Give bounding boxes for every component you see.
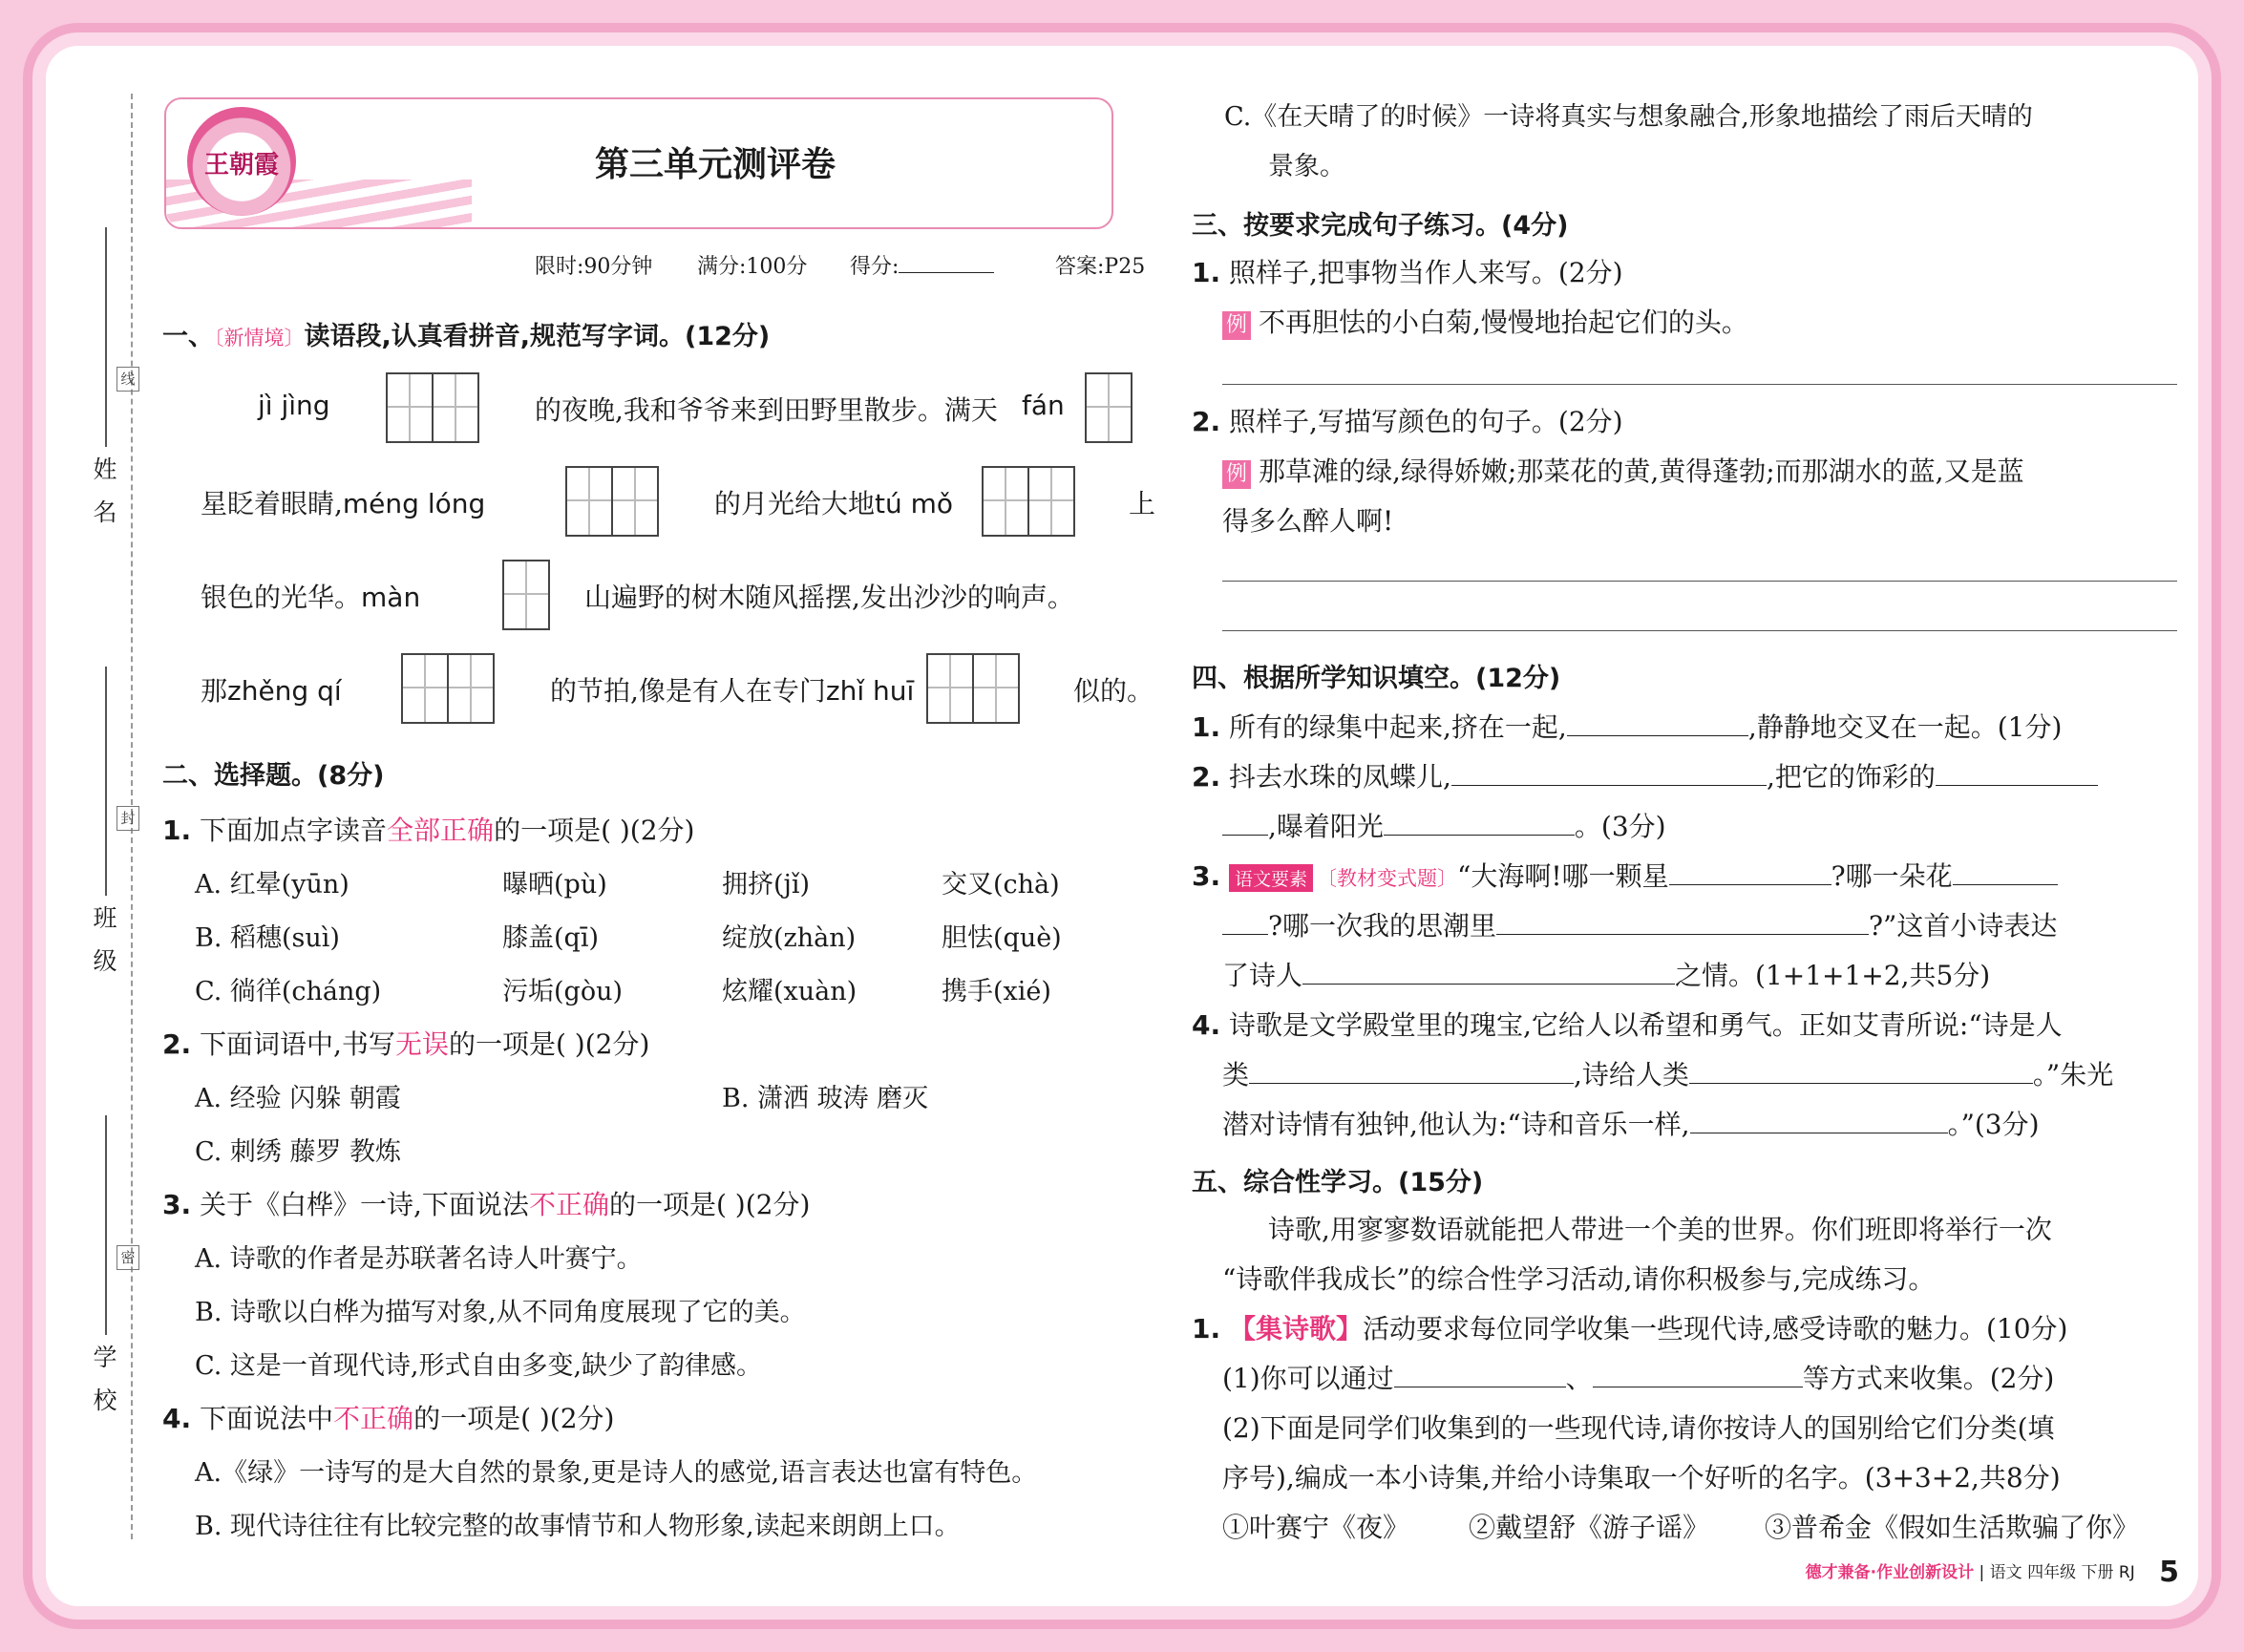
section-4-title: 四、根据所学知识填空。(12分) — [1192, 664, 1561, 693]
q2-1-option[interactable]: B. 稻穗(suì) — [195, 923, 340, 953]
q4-2: 2. 抖去水珠的凤蝶儿, ,把它的饰彩的 — [1192, 756, 2098, 794]
s1-row1: jì jìng — [258, 390, 330, 421]
q3-1: 1. 照样子,把事物当作人来写。(2分) — [1192, 257, 1623, 288]
score-field[interactable]: 得分: — [850, 250, 994, 280]
answer-grid-7[interactable] — [928, 653, 1020, 724]
binding-sidebar — [46, 46, 180, 1606]
school-line — [105, 1115, 107, 1335]
q2-1-option[interactable]: 炫耀(xuàn) — [722, 977, 857, 1006]
s1-row4-text: 的节拍,像是有人在专门zhǐ huī — [550, 675, 915, 707]
blank-input — [1689, 1062, 2033, 1084]
page-number: 5 — [2159, 1556, 2179, 1589]
blank-input — [1249, 1062, 1574, 1084]
page-footer: 德才兼备·作业创新设计 | 语文 四年级 下册 RJ 5 — [1805, 1556, 2179, 1589]
blank-input — [1593, 1366, 1803, 1387]
q4-3-cont2: 了诗人 之情。(1+1+1+2,共5分) — [1222, 960, 1991, 991]
q2-1-option[interactable]: 交叉(chà) — [942, 870, 1060, 900]
q2-1-option[interactable]: 胆怯(què) — [942, 923, 1062, 953]
school-label: 学 校 — [90, 1345, 117, 1417]
answer-line[interactable] — [1222, 384, 2177, 385]
q2-1-option[interactable]: 拥挤(jǐ) — [722, 870, 811, 900]
q2-2: 2. 下面词语中,书写无误的一项是( )(2分) — [162, 1028, 650, 1060]
s1-row2-text: 的月光给大地tú mǒ — [714, 488, 954, 519]
q2-2-option[interactable]: C. 刺绣 藤罗 教炼 — [195, 1137, 402, 1167]
s1-row3: 银色的光华。màn — [201, 582, 421, 613]
time-limit: 限时:90分钟 — [535, 255, 653, 279]
q2-4-option[interactable]: C.《在天晴了的时候》一诗将真实与想象融合,形象地描绘了雨后天晴的 — [1224, 102, 2033, 132]
title-banner — [164, 97, 1113, 229]
s1-row3-text: 山遍野的树木随风摇摆,发出沙沙的响声。 — [584, 582, 1074, 613]
q2-3-option[interactable]: A. 诗歌的作者是苏联著名诗人叶赛宁。 — [195, 1244, 643, 1274]
blank-input — [1394, 1366, 1566, 1387]
blank-input — [1690, 1112, 1948, 1133]
q2-4-option[interactable]: A.《绿》一诗写的是大自然的景象,更是诗人的感觉,语言表达也富有特色。 — [195, 1458, 1038, 1488]
section-5-title: 五、综合性学习。(15分) — [1192, 1168, 1484, 1197]
blank-input — [1953, 863, 2058, 885]
section-3-title: 三、按要求完成句子练习。(4分) — [1192, 211, 1569, 241]
s1-row1-py2: fán — [1022, 390, 1065, 421]
answer-ref: 答案:P25 — [1055, 255, 1146, 279]
q5-1-2-cont: 序号),编成一本小诗集,并给小诗集取一个好听的名字。(3+3+2,共8分) — [1222, 1462, 2061, 1493]
q4-3-cont: ?哪一次我的思潮里 ?”这首小诗表达 — [1222, 905, 2057, 943]
section-2-title: 二、选择题。(8分) — [162, 761, 385, 791]
q2-3-option[interactable]: C. 这是一首现代诗,形式自由多变,缺少了韵律感。 — [195, 1351, 763, 1381]
answer-grid-1[interactable] — [388, 372, 479, 443]
q5-1-2: (2)下面是同学们收集到的一些现代诗,请你按诗人的国别给它们分类(填 — [1222, 1412, 2055, 1444]
q2-1-option[interactable]: A. 红晕(yūn) — [195, 870, 349, 900]
q2-3-option[interactable]: B. 诗歌以白桦为描写对象,从不同角度展现了它的美。 — [195, 1298, 806, 1327]
q2-4: 4. 下面说法中不正确的一项是( )(2分) — [162, 1403, 615, 1434]
blank-input — [1451, 764, 1767, 786]
seal-mark-line: 线 — [116, 367, 139, 392]
s1-row4: 那zhěng qí — [201, 675, 342, 707]
answer-line[interactable] — [1222, 630, 2177, 631]
q3-2-example: 例 那草滩的绿,绿得娇嫩;那菜花的黄,黄得蓬勃;而那湖水的蓝,又是蓝 — [1222, 451, 2024, 489]
poem-item: ①叶赛宁《夜》 — [1222, 1512, 1410, 1543]
blank-input — [1496, 913, 1869, 935]
q4-4: 4. 诗歌是文学殿堂里的瑰宝,它给人以希望和勇气。正如艾青所说:“诗是人 — [1192, 1009, 2063, 1041]
poem-item: ②戴望舒《游子谣》 — [1469, 1512, 1710, 1543]
poem-item: ③普希金《假如生活欺骗了你》 — [1765, 1512, 2140, 1543]
exam-page — [46, 46, 2198, 1606]
s1-row1-text: 的夜晚,我和爷爷来到田野里散步。满天 — [535, 394, 998, 426]
s1-row2: 星眨着眼睛,méng lóng — [201, 488, 486, 519]
q2-1-option[interactable]: 绽放(zhàn) — [722, 923, 857, 953]
blank-input — [1669, 863, 1831, 885]
s5-intro-cont: “诗歌伴我成长”的综合性学习活动,请你积极参与,完成练习。 — [1222, 1263, 1936, 1295]
seal-mark-seal: 封 — [116, 806, 139, 831]
blank-input — [1384, 814, 1575, 836]
blank-input — [1936, 764, 2098, 786]
blank-input — [1567, 714, 1748, 736]
name-line — [105, 227, 107, 447]
example-badge: 例 — [1222, 460, 1251, 489]
q5-1: 1. 【集诗歌】活动要求每位同学收集一些现代诗,感受诗歌的魅力。(10分) — [1192, 1313, 2068, 1345]
answer-grid-5[interactable] — [504, 560, 550, 630]
q4-1: 1. 所有的绿集中起来,挤在一起, ,静静地交叉在一起。(1分) — [1192, 711, 2063, 743]
q2-1-option[interactable]: C. 徜徉(cháng) — [195, 977, 382, 1006]
q2-1-option[interactable]: 曝晒(pù) — [502, 870, 607, 900]
q2-4-option-cont: 景象。 — [1268, 152, 1345, 181]
s1-row4-end: 似的。 — [1073, 675, 1154, 707]
q2-1: 1. 下面加点字读音全部正确的一项是( )(2分) — [162, 815, 695, 846]
q2-1-option[interactable]: 污垢(gòu) — [502, 977, 623, 1006]
brand-logo: 王朝霞 — [187, 107, 296, 216]
q2-1-option[interactable]: 膝盖(qī) — [502, 923, 599, 953]
answer-line[interactable] — [1222, 581, 2177, 582]
answer-grid-3[interactable] — [567, 466, 659, 537]
q2-2-option[interactable]: A. 经验 闪躲 朝霞 — [195, 1084, 401, 1113]
q3-1-example: 例 不再胆怯的小白菊,慢慢地抬起它们的头。 — [1222, 302, 1748, 340]
answer-grid-4[interactable] — [984, 466, 1075, 537]
q4-4-cont: 类 ,诗给人类 。”朱光 — [1222, 1059, 2114, 1091]
q3-2-example-cont: 得多么醉人啊! — [1222, 505, 1394, 537]
q5-1-1: (1)你可以通过 、 等方式来收集。(2分) — [1222, 1363, 2055, 1394]
answer-grid-6[interactable] — [403, 653, 495, 724]
class-line — [105, 667, 107, 896]
q4-2-cont: ,曝着阳光 。(3分) — [1222, 806, 1666, 844]
blank-input — [1302, 963, 1675, 985]
full-score: 满分:100分 — [697, 255, 808, 279]
page-title: 第三单元测评卷 — [594, 145, 836, 184]
name-label: 姓 名 — [90, 456, 117, 529]
q4-3: 3. 语文要素 〔教材变式题〕“大海啊!哪一颗星 ?哪一朵花 — [1192, 856, 2058, 894]
q2-3: 3. 关于《白桦》一诗,下面说法不正确的一项是( )(2分) — [162, 1189, 811, 1220]
answer-grid-2[interactable] — [1087, 372, 1133, 443]
s1-row2-end: 上 — [1129, 488, 1156, 519]
class-label: 班 级 — [90, 905, 117, 978]
blank-input — [1222, 913, 1268, 935]
example-badge: 例 — [1222, 311, 1251, 340]
q2-4-option[interactable]: B. 现代诗往往有比较完整的故事情节和人物形象,读起来朗朗上口。 — [195, 1512, 961, 1541]
blank-input — [1222, 814, 1268, 836]
q4-4-cont2: 潜对诗情有独钟,他认为:“诗和音乐一样, 。”(3分) — [1222, 1109, 2040, 1140]
section-1-title: 一、〔新情境〕读语段,认真看拼音,规范写字词。(12分) — [162, 322, 771, 351]
q2-1-option[interactable]: 携手(xié) — [942, 977, 1051, 1006]
q3-2: 2. 照样子,写描写颜色的句子。(2分) — [1192, 406, 1623, 437]
q2-2-option[interactable]: B. 潇洒 玻涛 磨灭 — [722, 1084, 929, 1113]
seal-mark-secret: 密 — [116, 1245, 139, 1270]
s5-intro: 诗歌,用寥寥数语就能把人带进一个美的世界。你们班即将举行一次 — [1268, 1214, 2052, 1245]
